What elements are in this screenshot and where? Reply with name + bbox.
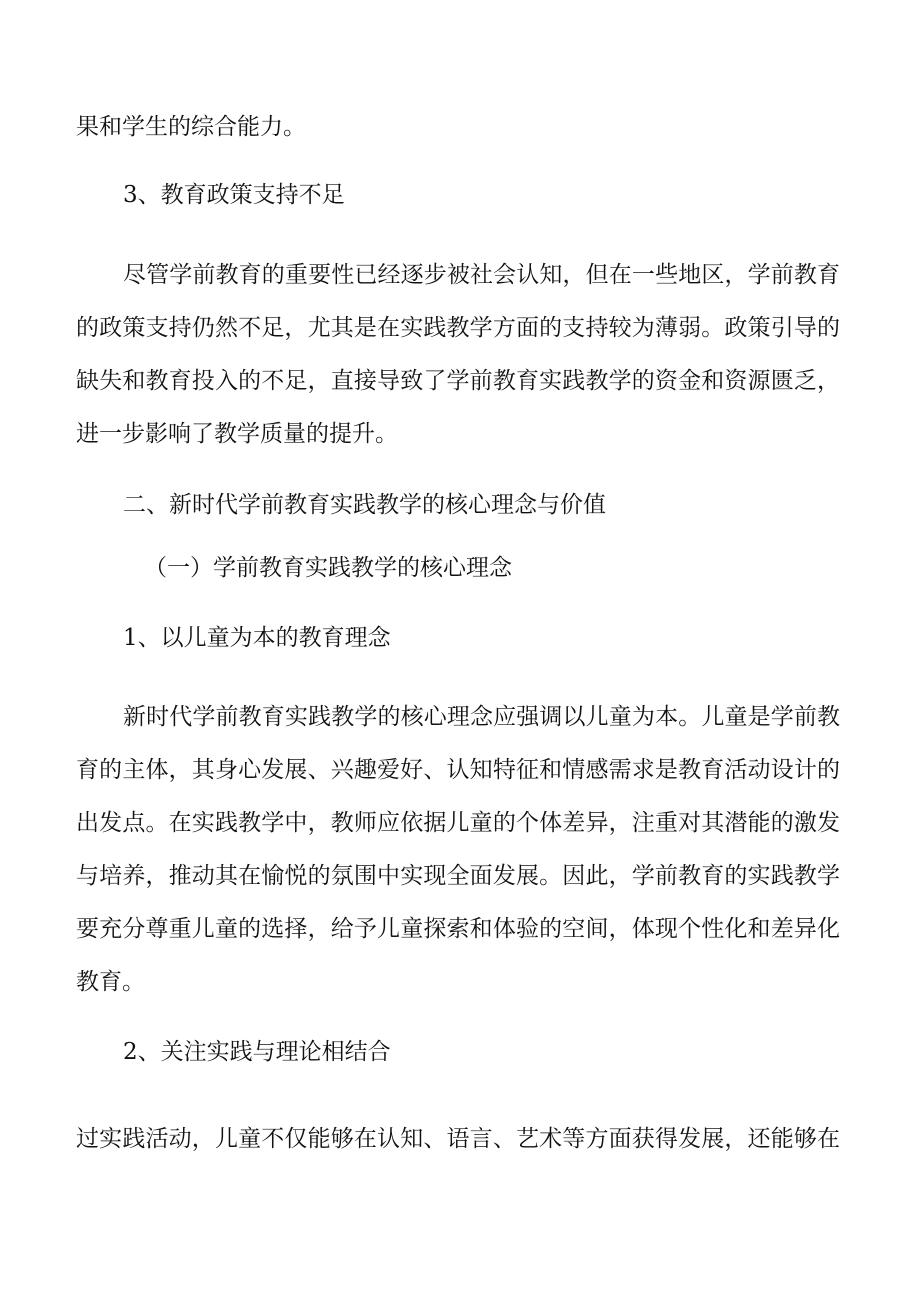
paragraph-line: 缺失和教育投入的不足，直接导致了学前教育实践教学的资金和资源匮乏， [76,368,840,394]
paragraph-line: 教育。 [76,969,145,995]
subsection-heading: （一）学前教育实践教学的核心理念 [144,555,512,581]
section-heading: 2、关注实践与理论相结合 [123,1039,391,1065]
paragraph-line: 新时代学前教育实践教学的核心理念应强调以儿童为本。儿童是学前教 [123,704,840,730]
paragraph-line: 果和学生的综合能力。 [76,114,306,140]
chapter-heading: 二、新时代学前教育实践教学的核心理念与价值 [123,492,606,518]
section-heading: 1、以儿童为本的教育理念 [123,625,391,651]
paragraph-line: 的政策支持仍然不足，尤其是在实践教学方面的支持较为薄弱。政策引导的 [76,315,840,341]
paragraph-line: 出发点。在实践教学中，教师应依据儿童的个体差异，注重对其潜能的激发 [76,810,840,836]
section-heading: 3、教育政策支持不足 [123,182,345,208]
paragraph-line: 与培养，推动其在愉悦的氛围中实现全面发展。因此，学前教育的实践教学 [76,863,840,889]
paragraph-line: 要充分尊重儿童的选择，给予儿童探索和体验的空间，体现个性化和差异化 [76,916,840,942]
paragraph-line: 进一步影响了教学质量的提升。 [76,421,398,447]
paragraph-line: 育的主体，其身心发展、兴趣爱好、认知特征和情感需求是教育活动设计的 [76,757,840,783]
paragraph-line: 过实践活动，儿童不仅能够在认知、语言、艺术等方面获得发展，还能够在 [76,1126,840,1152]
paragraph-line: 尽管学前教育的重要性已经逐步被社会认知，但在一些地区，学前教育 [123,262,840,288]
